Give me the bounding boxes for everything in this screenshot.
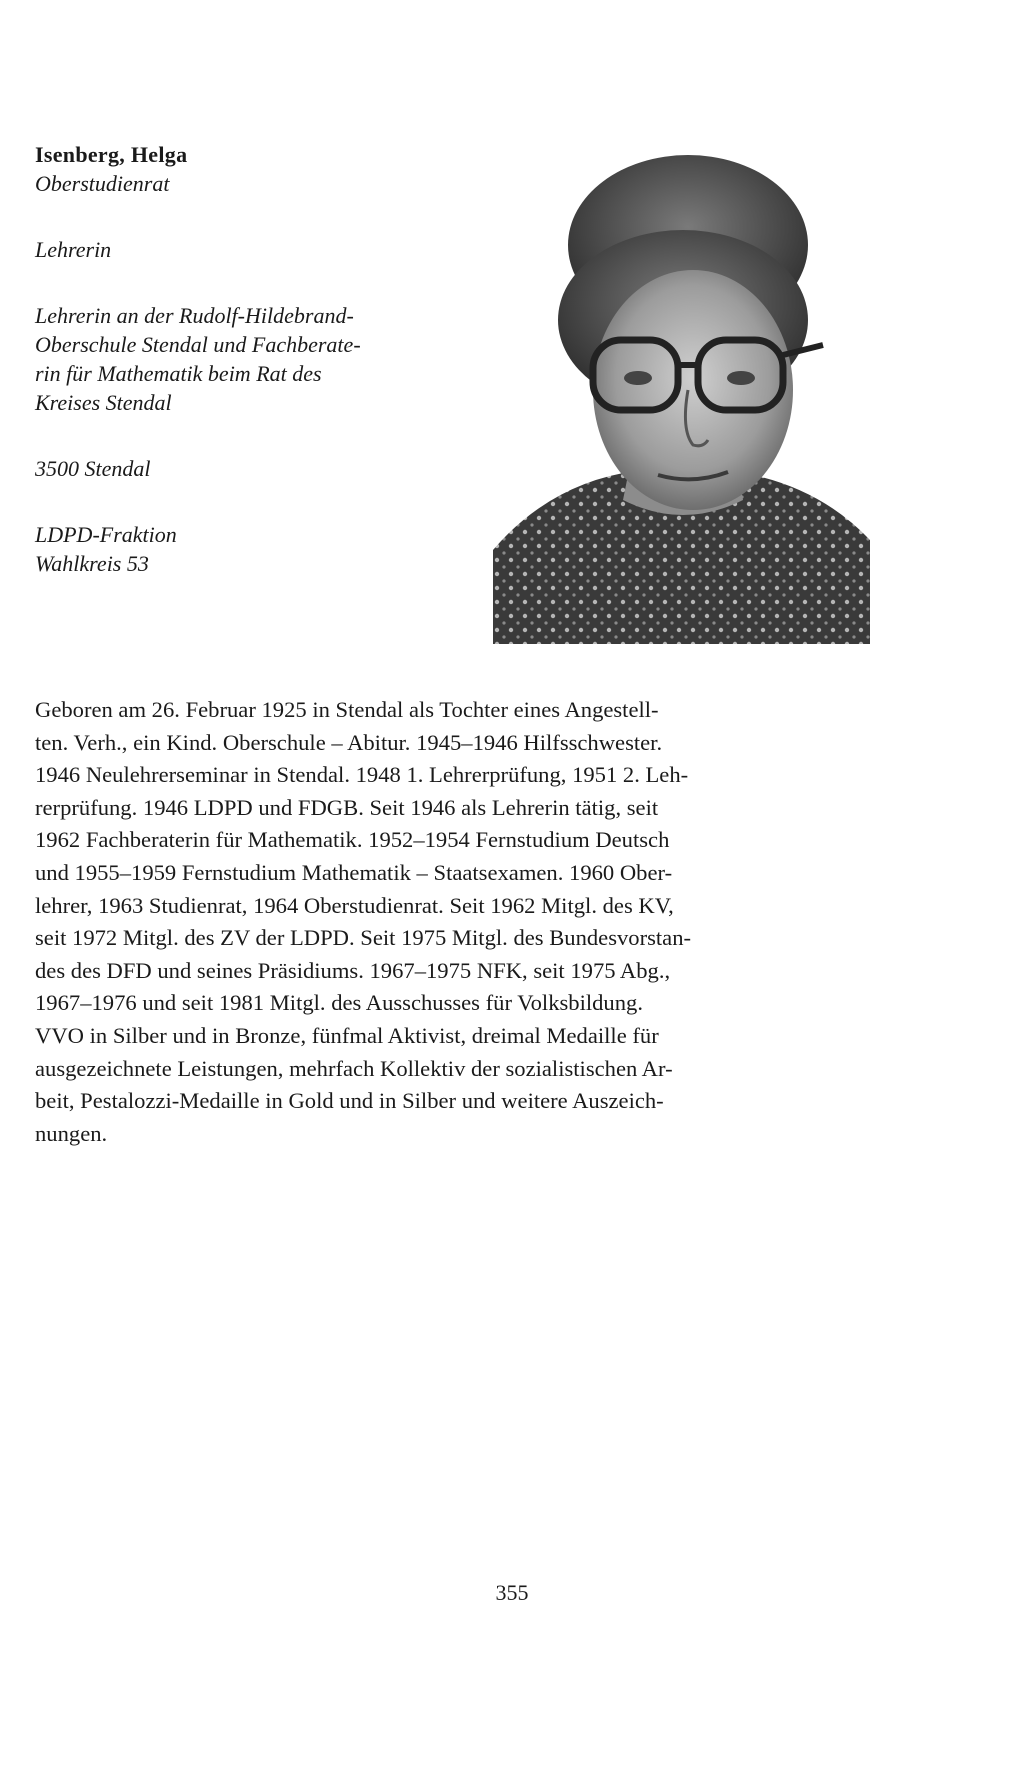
portrait-image bbox=[493, 150, 870, 644]
person-name: Isenberg, Helga bbox=[35, 142, 188, 167]
position-line: Lehrerin an der Rudolf-Hildebrand- bbox=[35, 303, 354, 328]
profession: Lehrerin bbox=[35, 237, 112, 262]
page-number: 355 bbox=[495, 1580, 529, 1605]
biography-text: Geboren am 26. Februar 1925 in Stendal als Tochter eines Angestell- ten. Verh., ein Kind. Oberschule – Abitur. 1945–1946 Hilfsschwester. 1946 Neulehrerseminar in Stendal. 1948 1. Lehrerprüfung, 1951 2. Leh- rerprüfung. 1946 LDPD und FDGB. Seit 1946 als Lehrerin tätig, seit 1962 Fachberaterin für Mathematik. 1952–1954 Fernstudium Deutsch und 1955–1959 Fernstudium Mathematik – Staatsexamen. 1960 Ober- lehrer, 1963 Studienrat, 1964 Oberstudienrat. Seit 1962 Mitgl. des KV, seit 1972 Mitgl. des ZV der LDPD. Seit 1975 Mitgl. des Bundesvorstan- des des DFD und seines Präsidiums. 1967–1975 NFK, seit 1975 Abg., 1967–1976 und seit 1981 Mitgl. des Ausschusses für Volksbildung. VVO in Silber und in Bronze, fünfmal Aktivist, dreimal Medaille für ausgezeichnete Leistungen, mehrfach Kollektiv der sozialistischen Ar- beit, Pestalozzi-Medaille in Gold und in Silber und weitere Auszeich- nungen. bbox=[35, 697, 692, 1146]
position-line: rin für Mathematik beim Rat des bbox=[35, 361, 322, 386]
position-line: Oberschule Stendal und Fachberate- bbox=[35, 332, 361, 357]
constituency: Wahlkreis 53 bbox=[35, 551, 149, 576]
portrait-photo bbox=[493, 150, 870, 644]
position-line: Kreises Stendal bbox=[35, 390, 172, 415]
entry-header bbox=[35, 140, 455, 578]
faction: LDPD-Fraktion bbox=[35, 522, 177, 547]
academic-title: Oberstudienrat bbox=[35, 171, 170, 196]
address: 3500 Stendal bbox=[35, 456, 151, 481]
